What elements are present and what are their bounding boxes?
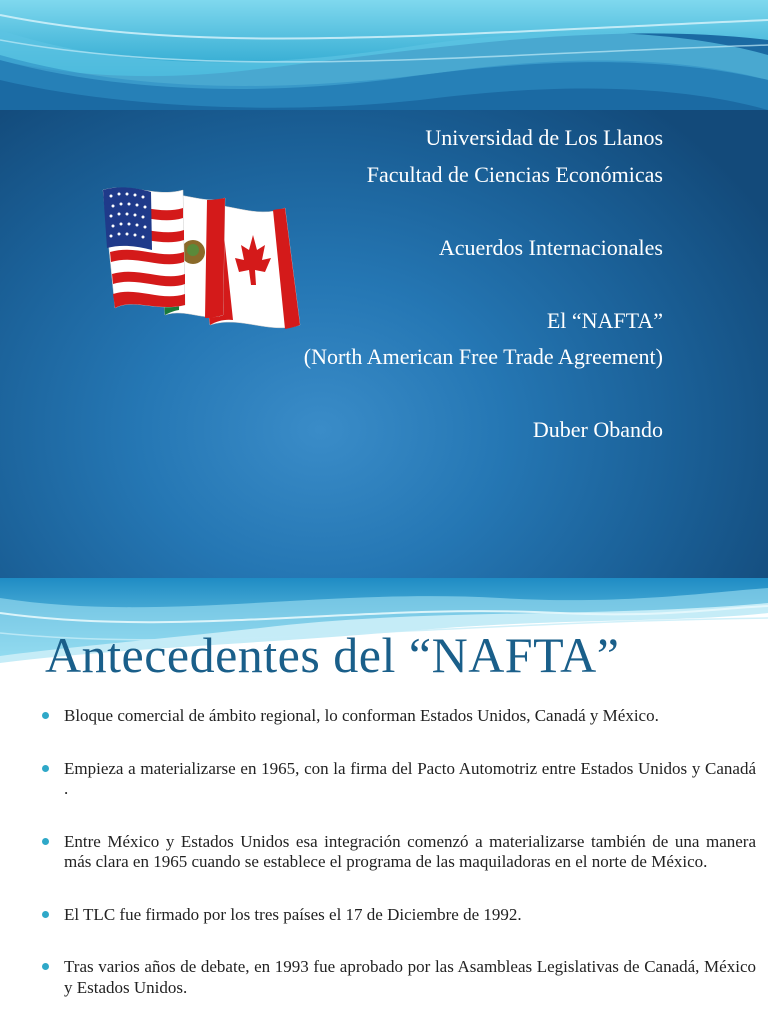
topic-subtitle: (North American Free Trade Agreement)	[303, 344, 663, 369]
list-item: Tras varios años de debate, en 1993 fue aprobado por las Asambleas Legislativas de Canadá, México y Estados Unidos.	[42, 957, 756, 998]
bullet-icon	[42, 963, 49, 970]
content-slide	[0, 578, 768, 1024]
bullet-icon	[42, 911, 49, 918]
list-item: El TLC fue firmado por los tres países el 17 de Diciembre de 1992.	[42, 905, 756, 926]
list-item: Bloque comercial de ámbito regional, lo conforman Estados Unidos, Canadá y México.	[42, 706, 756, 727]
topic-title: El “NAFTA”	[546, 307, 663, 333]
wave-decoration-top	[0, 0, 768, 110]
bullet-icon	[42, 838, 49, 845]
faculty-name: Facultad de Ciencias Económicas	[366, 161, 663, 187]
bullet-icon	[42, 765, 49, 772]
bullet-icon	[42, 712, 49, 719]
author-name: Duber Obando	[532, 417, 663, 442]
title-text-block	[304, 120, 663, 449]
list-item: Empieza a materializarse en 1965, con la firma del Pacto Automotriz entre Estados Unidos y Canadá .	[42, 759, 756, 800]
course-name: Acuerdos Internacionales	[438, 234, 663, 260]
nafta-flags-image	[95, 180, 305, 340]
slide-title: Antecedentes del “NAFTA”	[45, 627, 620, 683]
usa-flag-icon	[103, 187, 185, 308]
list-item: Entre México y Estados Unidos esa integración comenzó a materializarse también de una manera más clara en 1965 cuando se establece el programa de las maquiladoras en el norte de México.	[42, 832, 756, 873]
bullet-list	[42, 706, 756, 1024]
university-name: Universidad de Los Llanos	[425, 125, 663, 150]
